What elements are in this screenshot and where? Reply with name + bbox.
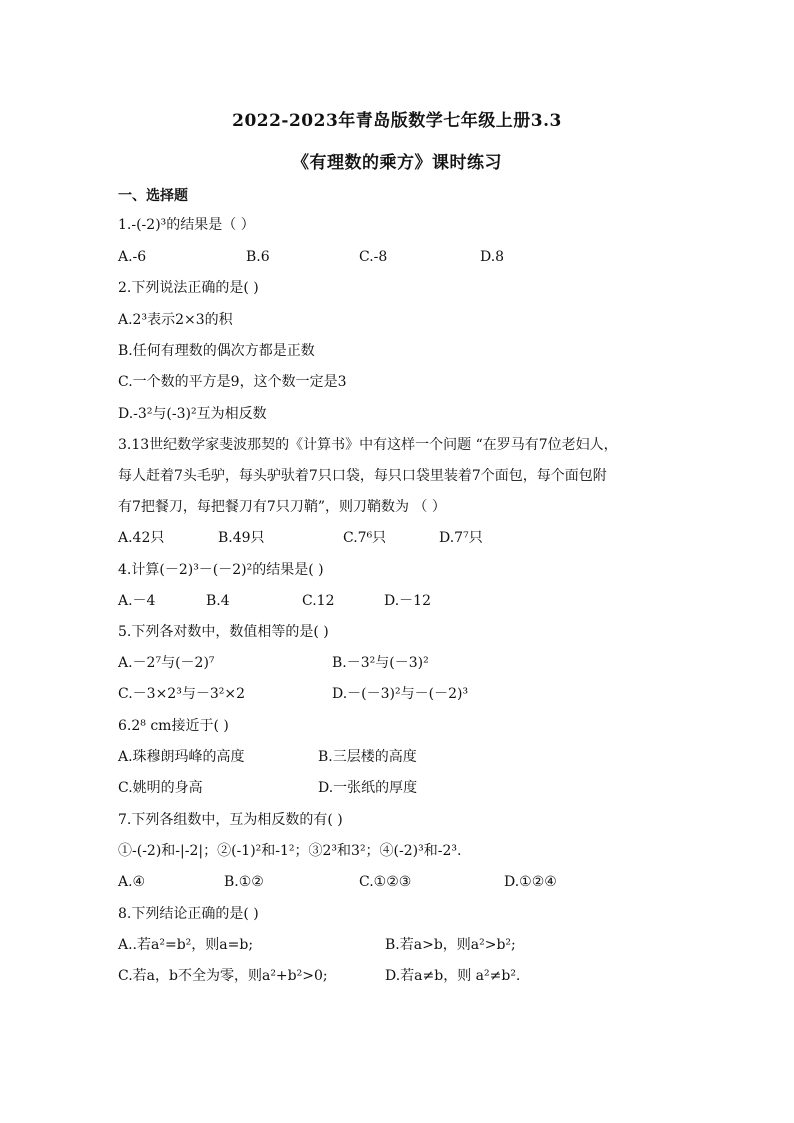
question-1-option-b: B.6 [246, 249, 270, 265]
question-5-stem: 5.下列各对数中，数值相等的是( ) [118, 624, 329, 640]
question-8-option-d: D.若a≠b，则 a²≠b². [385, 968, 521, 984]
question-4-option-b: B.4 [206, 593, 230, 609]
question-6-option-d: D.一张纸的厚度 [318, 780, 418, 796]
question-8-option-c: C.若a，b不全为零，则a²+b²>0; [118, 968, 328, 984]
question-1-stem: 1.-(-2)³的结果是（ ） [118, 217, 255, 233]
question-7-detail: ①-(-2)和-|-2|；②(-1)²和-1²；③2³和3²；④(-2)³和-2³. [118, 843, 462, 859]
question-8-stem: 8.下列结论正确的是( ) [118, 906, 259, 922]
question-3-option-d: D.7⁷只 [439, 530, 483, 546]
question-2-option-a: A.2³表示2×3的积 [118, 312, 233, 328]
question-4-stem: 4.计算(－2)³－(－2)²的结果是( ) [118, 562, 324, 578]
question-2-stem: 2.下列说法正确的是( ) [118, 280, 259, 296]
question-7-option-a: A.④ [118, 874, 146, 890]
document-title-line2: 《有理数的乘方》课时练习 [292, 153, 502, 173]
question-7-option-c: C.①②③ [359, 874, 412, 890]
question-1-option-a: A.-6 [118, 249, 147, 265]
question-3-option-a: A.42只 [118, 530, 165, 546]
question-4-option-c: C.12 [302, 593, 335, 609]
document-title-line1: 2022-2023年青岛版数学七年级上册3.3 [232, 111, 562, 131]
question-4-option-a: A.－4 [118, 593, 156, 609]
question-3-stem-line-2: 每人赶着7头毛驴，每头驴驮着7只口袋，每只口袋里装着7个面包，每个面包附 [118, 468, 607, 484]
question-5-option-d: D.－(－3)²与－(－2)³ [332, 686, 469, 702]
question-3-option-b: B.49只 [218, 530, 265, 546]
question-2-option-b: B.任何有理数的偶次方都是正数 [118, 343, 315, 359]
question-2-option-c: C.一个数的平方是9，这个数一定是3 [118, 374, 347, 390]
question-3-stem-line-1: 3.13世纪数学家斐波那契的《计算书》中有这样一个问题 “在罗马有7位老妇人， [118, 437, 618, 453]
question-3-stem-line-3: 有7把餐刀，每把餐刀有7只刀鞘”，则刀鞘数为 （ ） [118, 499, 446, 515]
question-4-option-d: D.－12 [384, 593, 431, 609]
question-6-option-b: B.三层楼的高度 [318, 749, 417, 765]
question-8-option-b: B.若a>b，则a²>b²; [385, 937, 516, 953]
question-7-stem: 7.下列各组数中，互为相反数的有( ) [118, 812, 343, 828]
section-heading: 一、选择题 [118, 188, 188, 204]
question-6-option-a: A.珠穆朗玛峰的高度 [118, 749, 245, 765]
question-5-option-a: A.－2⁷与(－2)⁷ [118, 655, 215, 671]
question-7-option-b: B.①② [224, 874, 264, 890]
question-1-option-d: D.8 [480, 249, 505, 265]
question-8-option-a: A..若a²=b²，则a=b; [118, 937, 254, 953]
question-3-option-c: C.7⁶只 [343, 530, 387, 546]
question-5-option-b: B.－3²与(－3)² [332, 655, 429, 671]
question-6-stem: 6.2⁸ cm接近于( ) [118, 718, 229, 734]
question-5-option-c: C.－3×2³与－3²×2 [118, 686, 245, 702]
question-6-option-c: C.姚明的身高 [118, 780, 203, 796]
question-1-option-c: C.-8 [359, 249, 388, 265]
question-7-option-d: D.①②④ [504, 874, 557, 890]
question-2-option-d: D.-3²与(-3)²互为相反数 [118, 406, 267, 422]
